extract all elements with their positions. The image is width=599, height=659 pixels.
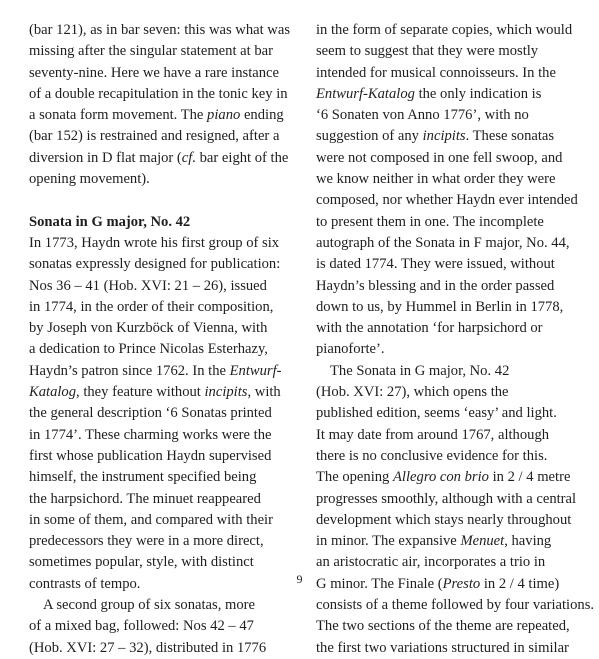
italic-term: piano [207,107,241,124]
text-line: progresses smoothly, although with a central [316,490,577,507]
text-line: contrasts of tempo. [29,575,141,592]
left-column [29,20,291,659]
text-line: predecessors they were in a more direct, [29,533,264,550]
paragraph [316,361,595,659]
text-line: The Sonata in G major, No. 42 [330,362,510,379]
text-line: diversion in D flat major (cf. bar eight of the [29,149,289,166]
text-line: in 1774, in the order of their composition, [29,298,274,315]
section-heading: Sonata in G major, No. 42 [29,213,191,230]
text-line: The two sections of the theme are repeated, [316,618,570,635]
text-line: in minor. The expansive Menuet, having [316,533,552,550]
paragraph-gap [29,190,291,211]
text-line: ‘6 Sonaten von Anno 1776’, with no [316,107,529,124]
text-line: down to us, by Hummel in Berlin in 1778, [316,298,564,315]
text-line: in 1774’. These charming works were the [29,426,272,443]
text-line: composed, nor whether Haydn ever intended [316,192,578,209]
text-line: Haydn’s patron since 1762. In the Entwurf- [29,362,282,379]
text-line: (bar 152) is restrained and resigned, after a [29,128,280,145]
paragraph [316,20,578,361]
text-line: there is no conclusive evidence for this. [316,447,548,464]
text-line: Nos 36 – 41 (Hob. XVI: 21 – 26), issued [29,277,267,294]
italic-term: cf. [181,149,196,166]
text-line: in the form of separate copies, which would [316,22,573,38]
text-line: autograph of the Sonata in F major, No. 44, [316,234,570,251]
text-line: in some of them, and compared with their [29,511,273,528]
text-line: development which stays nearly throughout [316,511,572,528]
text-line: pianoforte’. [316,341,385,358]
page-number: 9 [296,572,303,586]
italic-term: Katalog [29,384,77,401]
paragraph [29,595,291,616]
text-line: (bar 121), as in bar seven: this was what was [29,22,290,38]
text-line: we know neither in what order they were [316,171,556,188]
text-line: a dedication to Prince Nicolas Esterhazy, [29,341,268,358]
text-line: is dated 1774. They were issued, without [316,256,555,273]
text-line: The opening Allegro con brio in 2 / 4 metre [316,469,571,486]
italic-term: Entwurf-Katalog [316,85,415,102]
text-line: first whose publication Haydn supervised [29,447,272,464]
italic-term: Presto [442,575,481,592]
text-line: A second group of six sonatas, more [43,597,255,614]
text-line: with the annotation ‘for harpsichord or [316,320,543,337]
italic-term: Allegro con brio [393,469,489,486]
text-line: himself, the instrument specified being [29,469,257,486]
paragraph [29,233,291,595]
right-column [316,20,595,659]
text-line: In 1773, Haydn wrote his first group of six [29,234,280,251]
text-line: (Hob. XVI: 27), which opens the [316,384,509,401]
text-line: sonatas expressly designed for publication: [29,256,281,273]
text-line: of a double recapitulation in the tonic key in [29,85,288,102]
text-line: the first two variations structured in similar [316,639,569,656]
text-line: a sonata form movement. The piano ending [29,107,284,124]
text-line: an aristocratic air, incorporates a trio in [316,554,546,571]
text-line: by Joseph von Kurzböck of Vienna, with [29,320,268,337]
text-line: G minor. The Finale (Presto in 2 / 4 time) [316,575,560,592]
text-line: to present them in one. The incomplete [316,213,544,230]
text-line: the general description ‘6 Sonatas printed [29,405,272,422]
text-line: sometimes popular, style, with distinct [29,554,254,571]
text-line: suggestion of any incipits. These sonatas [316,128,555,145]
italic-term: Menuet [460,533,505,550]
paragraph-continued [29,616,291,659]
text-line: seem to suggest that they were mostly [316,43,539,60]
text-line: Katalog, they feature without incipits, with [29,384,281,401]
text-line: consists of a theme followed by four variations. [316,597,595,614]
text-line: seventy-nine. Here we have a rare instance [29,64,279,81]
text-line: It may date from around 1767, although [316,426,550,443]
italic-term: incipits [204,384,248,401]
text-line: the harpsichord. The minuet reappeared [29,490,261,507]
text-line: missing after the singular statement at bar [29,43,273,60]
text-line: of a mixed bag, followed: Nos 42 – 47 [29,618,254,635]
text-line: opening movement). [29,171,150,188]
text-line: (Hob. XVI: 27 – 32), distributed in 1776 [29,639,267,656]
text-line: Haydn’s blessing and in the order passed [316,277,555,294]
text-line: published edition, seems ‘easy’ and light. [316,405,557,422]
paragraph [29,20,291,190]
text-line: Entwurf-Katalog the only indication is [316,85,542,102]
text-line: were not composed in one fell swoop, and [316,149,563,166]
italic-term: incipits [422,128,466,145]
italic-term: Entwurf- [229,362,282,379]
text-line: intended for musical connoisseurs. In the [316,64,556,81]
